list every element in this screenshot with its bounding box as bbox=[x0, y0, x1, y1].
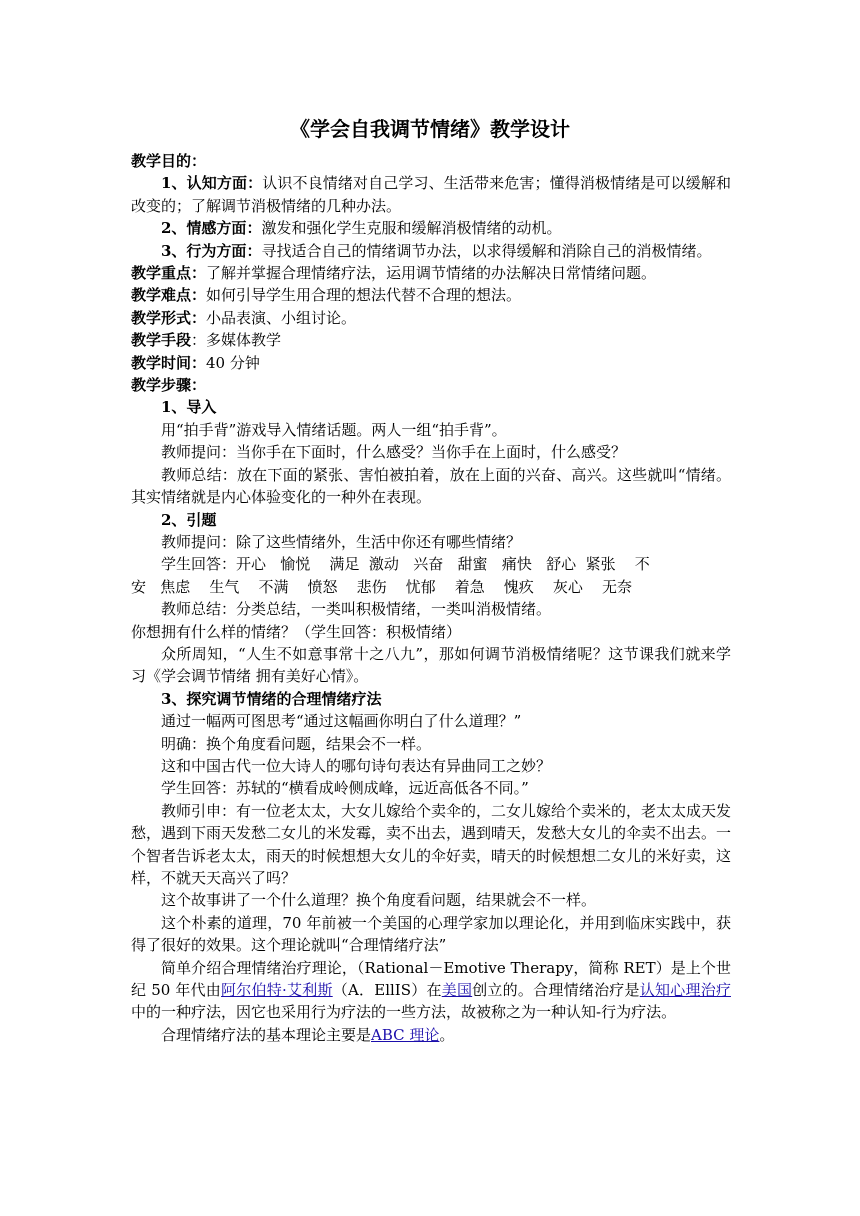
goal-behavior-text: 寻找适合自己的情绪调节办法，以求得缓解和消除自己的消极情绪。 bbox=[261, 241, 712, 260]
teaching-form-label: 教学形式： bbox=[131, 308, 207, 327]
abc-theory-paragraph bbox=[131, 1024, 731, 1046]
step3-paragraph: 通过一幅两可图思考“通过这幅画你明白了什么道理？” bbox=[161, 712, 522, 731]
goal-cognitive bbox=[131, 172, 731, 217]
teaching-means-label: 教学手段 bbox=[131, 331, 192, 350]
abc-theory-text: 合理情绪疗法的基本理论主要是 bbox=[161, 1025, 372, 1044]
goal-behavior-label: 3、行为方面： bbox=[161, 241, 262, 260]
difficulty bbox=[131, 284, 731, 306]
ret-intro-text: 简单介绍合理情绪治疗理论，（Rational－Emotive Therapy，简称 RET）是上个世纪 50 年代由 bbox=[131, 958, 731, 1000]
step3-paragraph: 明确：换个角度看问题，结果会不一样。 bbox=[161, 734, 432, 753]
document-title: 《学会自我调节情绪》教学设计 bbox=[290, 117, 570, 141]
ret-intro-text: 中的一种疗法，因它也采用行为疗法的一些方法，故被称之为一种认知-行为疗法。 bbox=[131, 1003, 677, 1022]
step3-paragraph: 这个故事讲了一个什么道理？换个角度看问题，结果就会不一样。 bbox=[161, 891, 597, 910]
difficulty-text: 如何引导学生用合理的想法代替不合理的想法。 bbox=[206, 286, 522, 305]
goal-cognitive-label: 1、认知方面： bbox=[161, 174, 263, 193]
teaching-form bbox=[131, 307, 731, 329]
step2-question: 你想拥有什么样的情绪？（学生回答：积极情绪） bbox=[131, 622, 462, 641]
key-point-text: 了解并掌握合理情绪疗法，运用调节情绪的办法解决日常情绪问题。 bbox=[206, 264, 657, 283]
document-body bbox=[131, 150, 731, 1046]
abc-theory-link[interactable]: ABC 理论 bbox=[371, 1025, 440, 1044]
teaching-time-text: 40 分钟 bbox=[206, 353, 260, 372]
step3-paragraph: 这和中国古代一位大诗人的哪句诗句表达有异曲同工之妙？ bbox=[161, 756, 552, 775]
step3-heading: 3、探究调节情绪的合理情绪疗法 bbox=[161, 689, 382, 708]
teaching-time bbox=[131, 352, 731, 374]
ellis-link[interactable]: 阿尔伯特·艾利斯 bbox=[221, 981, 333, 1000]
teaching-means-text: ：多媒体教学 bbox=[191, 331, 282, 350]
abc-theory-text: 。 bbox=[439, 1025, 455, 1044]
step3-paragraph: 学生回答：苏轼的“横看成岭侧成峰，远近高低各不同。” bbox=[161, 779, 529, 798]
steps-heading: 教学步骤： bbox=[131, 376, 207, 395]
step3-paragraph: 教师引申：有一位老太太，大女儿嫁给个卖伞的，二女儿嫁给个卖米的，老太太成天发愁，遇到下雨天发愁二女儿的米发霉，卖不出去，遇到晴天，发愁大女儿的伞卖不出去。一个智者告诉老太太，雨天的时候想想大女儿的伞好卖，晴天的时候想想二女儿的米好卖，这样，不就天天高兴了吗？ bbox=[131, 801, 732, 887]
usa-link[interactable]: 美国 bbox=[441, 981, 473, 1000]
ret-intro-text: （A．EllIS）在 bbox=[332, 981, 442, 1000]
goal-emotional-label: 2、情感方面： bbox=[161, 219, 262, 238]
step2-paragraph: 众所周知，“人生不如意事常十之八九”，那如何调节消极情绪呢？这节课我们就来学习《学会调节情绪 拥有美好心情》。 bbox=[131, 644, 731, 686]
step1-paragraph: 用“拍手背”游戏导入情绪话题。两人一组“拍手背”。 bbox=[161, 420, 507, 439]
step1-paragraph: 教师提问：当你手在下面时，什么感受？当你手在上面时，什么感受？ bbox=[161, 443, 627, 462]
step1-heading: 1、导入 bbox=[161, 398, 217, 417]
key-point-label: 教学重点： bbox=[131, 264, 207, 283]
difficulty-label: 教学难点： bbox=[131, 286, 207, 305]
ret-intro-text: 创立的。合理情绪治疗是 bbox=[472, 981, 640, 1000]
goal-emotional-text: 激发和强化学生克服和缓解消极情绪的动机。 bbox=[261, 219, 562, 238]
emotion-list-line2: 安 焦虑 生气 不满 愤怒 悲伤 忧郁 着急 愧疚 灰心 无奈 bbox=[131, 577, 632, 596]
goal-cognitive-text: 认识不良情绪对自己学习、生活带来危害；懂得消极情绪是可以缓解和改变的；了解调节消极情绪的几种办法。 bbox=[131, 174, 731, 215]
goal-emotional bbox=[131, 217, 731, 239]
cognitive-therapy-link[interactable]: 认知心理治疗 bbox=[639, 981, 731, 1000]
teaching-means bbox=[131, 329, 731, 351]
step2-paragraph: 教师提问：除了这些情绪外，生活中你还有哪些情绪？ bbox=[161, 532, 522, 551]
goals-heading: 教学目的： bbox=[131, 152, 207, 170]
ret-intro-paragraph bbox=[131, 957, 731, 1024]
step2-paragraph: 教师总结：分类总结，一类叫积极情绪，一类叫消极情绪。 bbox=[161, 600, 552, 619]
goal-behavior bbox=[131, 240, 731, 262]
step2-heading: 2、引题 bbox=[161, 510, 217, 529]
emotion-list-line1: 学生回答：开心 愉悦 满足 激动 兴奋 甜蜜 痛快 舒心 紧张 不 bbox=[161, 555, 650, 574]
step1-paragraph: 教师总结：放在下面的紧张、害怕被拍着，放在上面的兴奋、高兴。这些就叫“情绪。其实情绪就是内心体验变化的一种外在表现。 bbox=[131, 465, 731, 507]
key-point bbox=[131, 262, 731, 284]
step3-paragraph: 这个朴素的道理，70 年前被一个美国的心理学家加以理论化，并用到临床实践中，获得了很好的效果。这个理论就叫“合理情绪疗法” bbox=[131, 913, 731, 955]
teaching-form-text: 小品表演、小组讨论。 bbox=[206, 308, 357, 327]
teaching-time-label: 教学时间： bbox=[131, 353, 207, 372]
